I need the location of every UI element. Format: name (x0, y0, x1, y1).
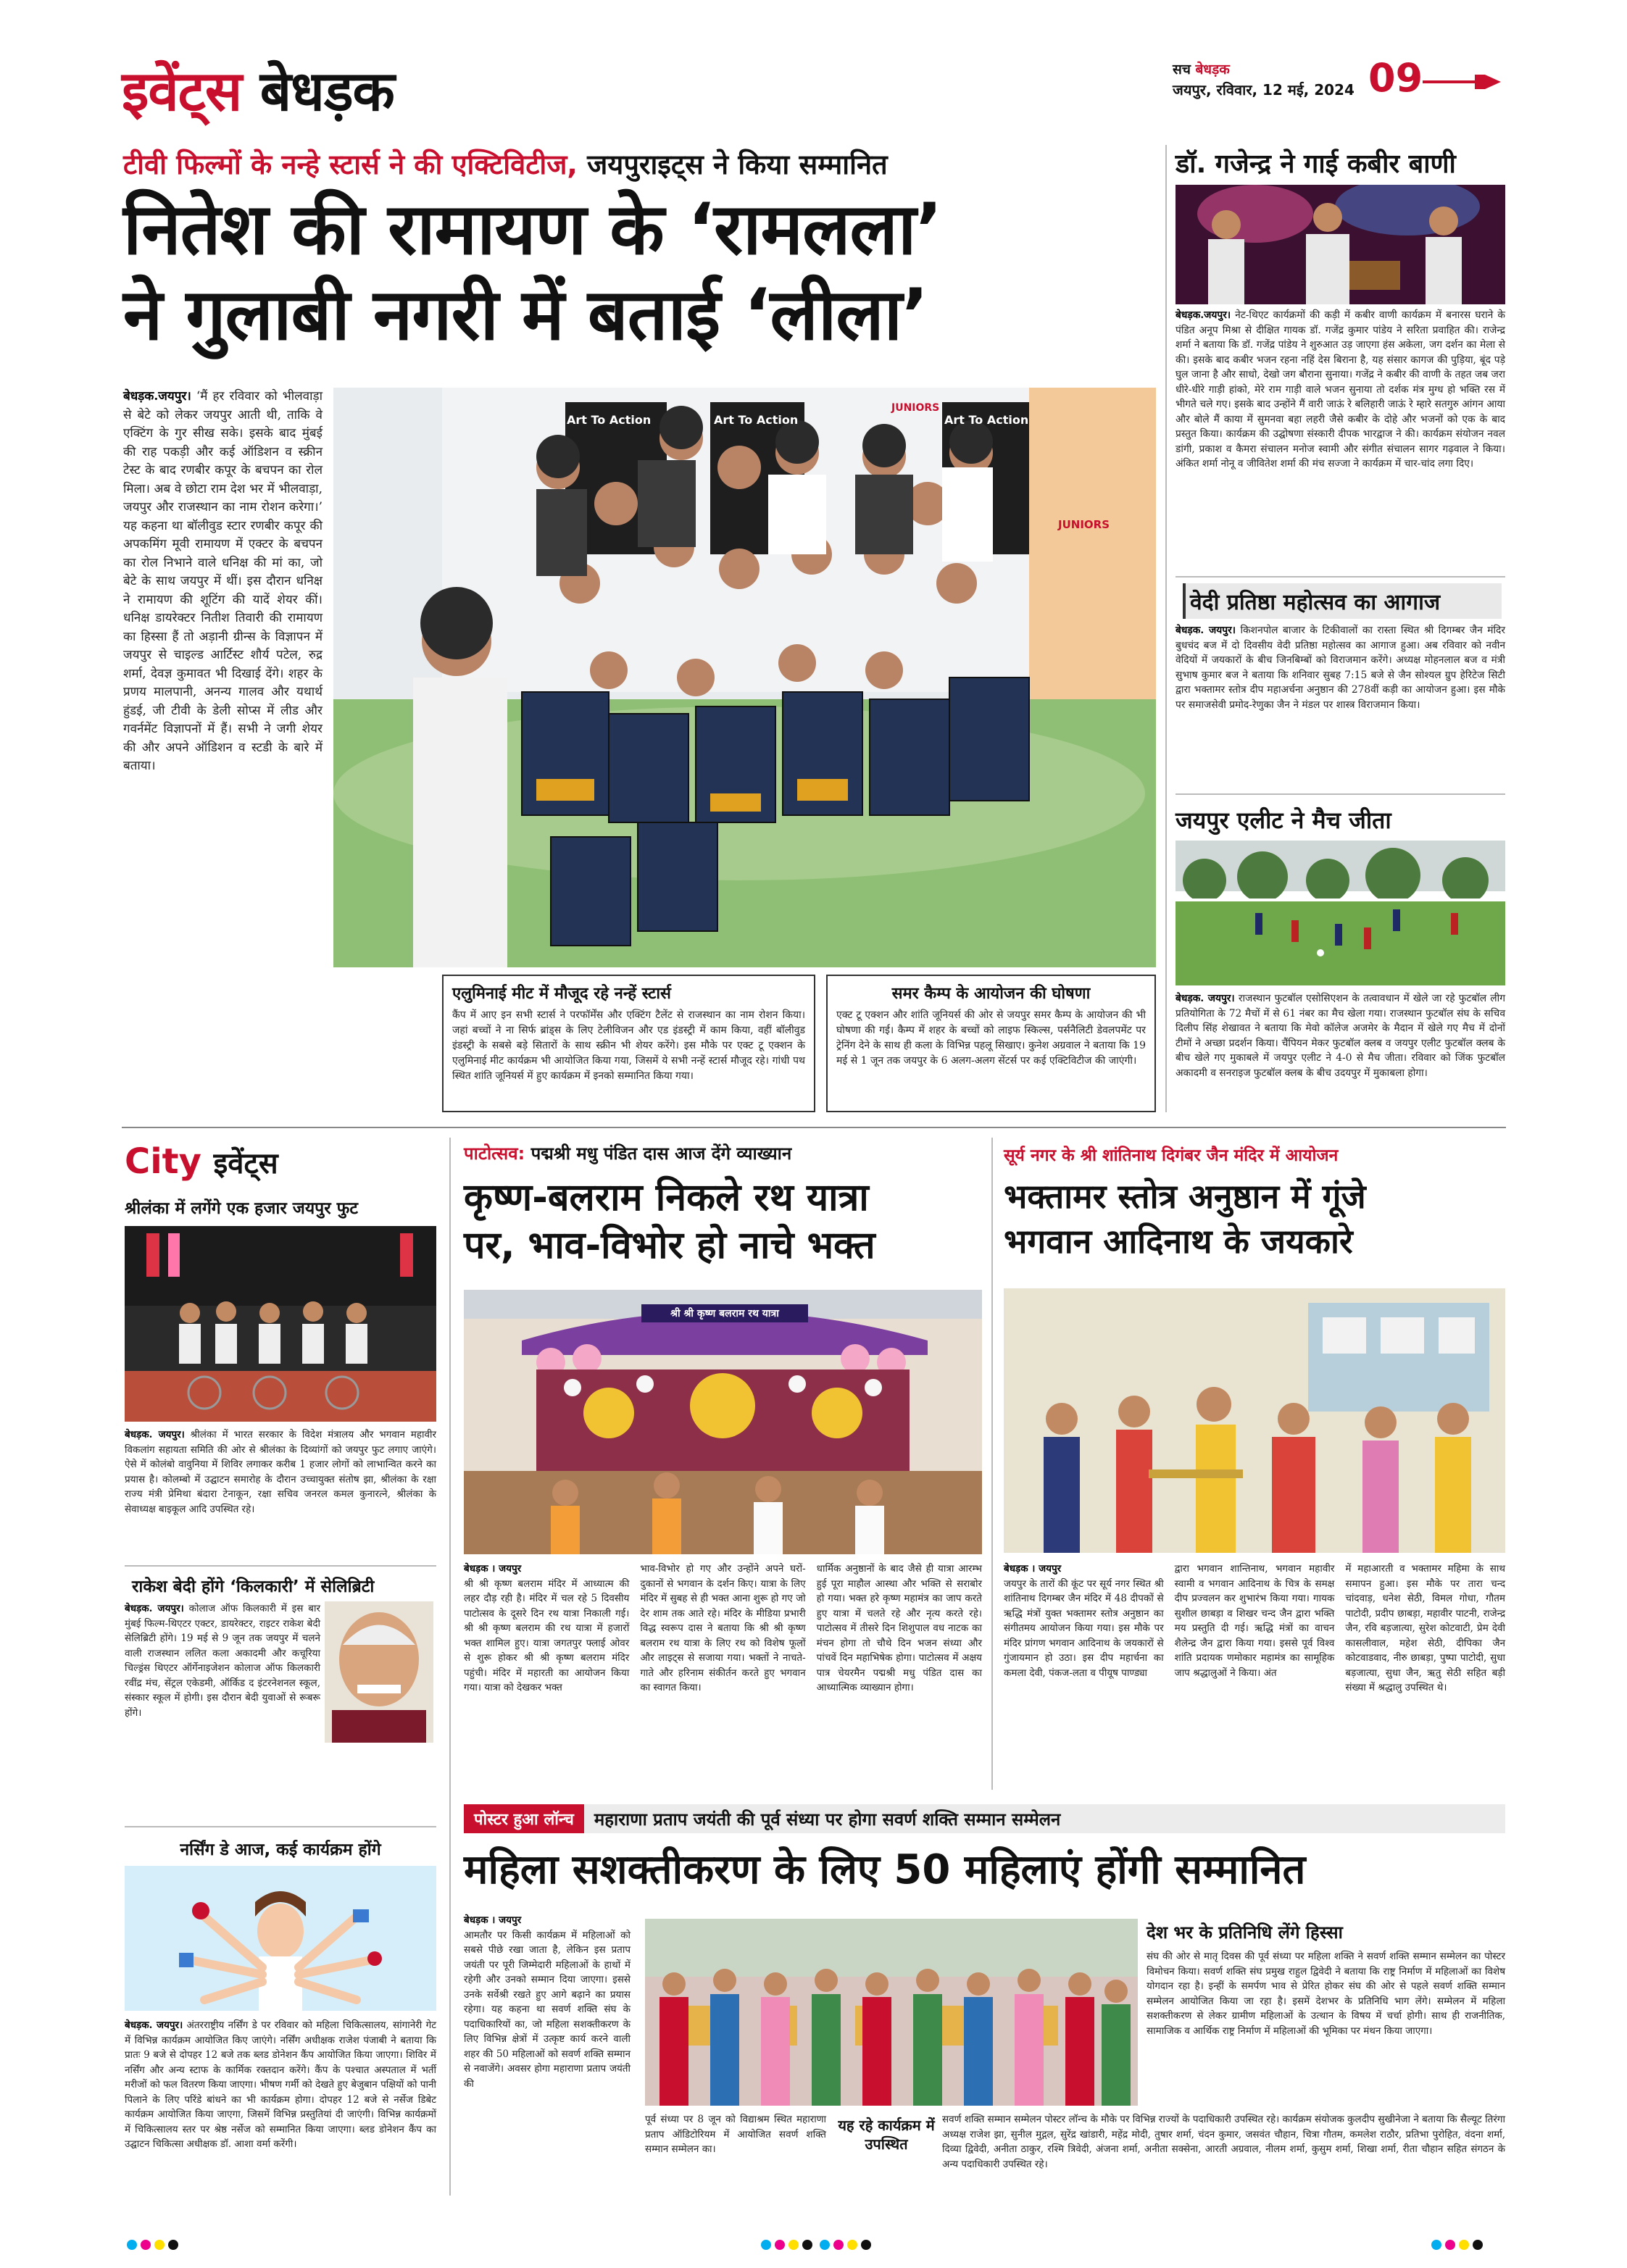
bedi-title: राकेश बेदी होंगे ‘किलकारी’ में सेलिब्रिटी (132, 1577, 375, 1596)
section-rule (125, 1826, 436, 1827)
mahila-headline: महिला सशक्तीकरण के लिए 50 महिलाएं होंगी सम्मानित (464, 1846, 1306, 1893)
lead-body-dateline: बेधड़क.जयपुर। (123, 389, 191, 404)
bhaktamar-kicker: सूर्य नगर के श्री शांतिनाथ दिगंबर जैन मंदिर में आयोजन (1004, 1146, 1339, 1165)
page-number: 09 (1368, 55, 1423, 101)
vedi-title: वेदी प्रतिष्ठा महोत्सव का आगाज (1183, 583, 1502, 619)
bhaktamar-headline (1004, 1174, 1507, 1264)
summer-camp-title: समर कैम्प के आयोजन की घोषणा (891, 985, 1091, 1003)
kabir-text: नेट-थिएट कार्यक्रमों की कड़ी में कबीर वाणी कार्यक्रम में बनारस घराने के पंडित अनूप मिश्रा से दीक्षित गायक डॉ. गजेंद्र कुमार पांडेय ने सरिता प्रवाहित की। राजेन्द्र शर्मा ने बताया कि डॉ. गजेंद्र पांडेय ने शुरुआत उड़ जाएगा हंस अकेला, जग दर्शन का मेला से की। इसके बाद कबीर भजन रहना नहिं देस बिराना है, यह संसार कागज की पुड़िया, बूंद पड़े घुल जाना है और साधो, देखो जग बौराना सुनाया। गजेंद्र ने कबीर की वाणी के तहत जब जरा धीरे-धीरे गाड़ी हांको, मेरे राम गाड़ी वाले भजन सुनाया तो दर्शक मंत्र मुग्ध हो भक्ति रस में भीगते चले गए। इसके बाद उन्होंने मैं वारी जाऊं रे बलिहारी जाऊं रे म्हारे सतगुरु आंगन आया और बोले मैं काया में सुमनवा बहा लहरी जैसे कबीर के दोहे और भजनों को एक के बाद प्रस्तुत किया। कार्यक्रम की उद्घोषणा संस्कारी दीपक भारद्वाज ने की। कार्यक्रम संयोजन नवल डांगी, प्रकाश व कैमरा संचालन मनोज स्वामी और संगीत संचालन सागर गढ़वाल ने किया। अंकित शर्मा नोनू व जीवितेश शर्मा की मंच सज्जा ने कार्यक्रम में चार-चांद लगा दिए। (1175, 309, 1505, 470)
kabir-title: डॉ. गजेन्द्र ने गाई कबीर बाणी (1175, 149, 1456, 179)
mahila-box-body: संघ की ओर से मातृ दिवस की पूर्व संध्या पर महिला शक्ति ने सवर्ण शक्ति सम्मान सम्मेलन का पोस्टर विमोचन किया। सवर्ण शक्ति संघ प्रमुख राहुल द्विवेदी ने बताया कि राष्ट्र निर्माण में महिलाओं का विशेष योगदान रहा है। इन्हीं के समर्पण भाव से प्रेरित होकर संघ की ओर से पहले सवर्ण शक्ति सम्मान सम्मेलन आयोजित किया जा रहा है। इसमें देशभर के प्रतिनिधि भाग लेंगे। सम्मेलन में महिला सशक्तीकरण से लेकर ग्रामीण महिलाओं के उत्थान के विषय में चर्चा होगी। साथ ही राजनीतिक, सामाजिक व आर्थिक राष्ट्र निर्माण में महिलाओं की भूमिका पर मंथन किया जाएगा। (1147, 1951, 1505, 2037)
backdrop-banner-text: JUNIORS (1058, 518, 1110, 531)
srilanka-title: श्रीलंका में लगेंगे एक हजार जयपुर फुट (125, 1199, 358, 1218)
nurse-body (125, 2018, 436, 2152)
rath-col1: श्री श्री कृष्ण बलराम मंदिर में आध्यात्म की लहर दौड़ रही है। मंदिर में चल रहे 5 दिवसीय पाटोत्सव के दूसरे दिन रथ यात्रा निकाली गई। श्री श्री कृष्ण बलराम की रथ यात्रा में हजारों भक्त शामिल हुए। यात्रा जगतपुर फ्लाई ओवर से शुरू होकर श्री श्री कृष्ण बलराम मंदिर पहुंची। मंदिर में महारती का आयोजन किया गया। यात्रा को देखकर भक्त (464, 1577, 630, 1693)
bhaktamar-dateline: बेधड़क । जयपुर (1004, 1563, 1062, 1575)
elite-text: राजस्थान फुटबॉल एसोसिएशन के तत्वावधान में खेले जा रहे फुटबॉल लीग प्रतियोगिता के 72 मैचों में से 61 नंबर का मैच खेला गया। राजस्थान फुटबॉल संघ के सचिव दिलीप सिंह शेखावत ने बताया कि मेवो कॉलेज अजमेर के मैदान में खेले गए मैच में दोनों टीमों ने अच्छा प्रदर्शन किया। चैंपियन मेकर फुटबॉल क्लब व जयपुर एलीट फुटबॉल क्लब के बीच खेले गए मुकाबले में जयपुर एलीट ने 4-0 से मैच जीता। रविवार को जिंक फुटबॉल अकादमी व सनराइज फुटबॉल क्लब के बीच उदयपुर में मुकाबला होगा। (1175, 993, 1506, 1079)
alumni-meet-title: एलुमिनाई मीट में मौजूद रहे नन्हें स्टार्स (452, 985, 671, 1003)
srilanka-text: श्रीलंका में भारत सरकार के विदेश मंत्रालय और भगवान महावीर विकलांग सहायता समिति की ओर से श्रीलंका के दिव्यांगों को जयपुर फुट लगाए जाएंगे। ऐसे में कोलंबो वावुनिया में शिविर लगाकर करीब 1 हजार लोगों को लाभान्वित करने का प्रयास है। कोलम्बो में उद्घाटन समारोह के दौरान उच्चायुक्त संतोष झा, श्रीलंका के रक्षा राज्य मंत्री प्रेमिथा बंदारा टेनाकून, रक्षा सचिव जनरल कमल कुनारत्ने, श्रीलंका के सेवाध्यक्ष बाइकूल आदि उपस्थित रहे। (125, 1429, 437, 1515)
rath-kicker (464, 1141, 986, 1165)
tag-top-red: सच (1173, 62, 1191, 78)
mahila-kicker-bar (464, 1804, 1505, 1833)
lead-photo (333, 388, 1156, 967)
elite-photo (1175, 841, 1505, 985)
nurse-illustration (125, 1866, 436, 2011)
page-divider (122, 1127, 1506, 1128)
backdrop-banner-text: Art To Action (567, 413, 652, 427)
rath-photo (464, 1290, 982, 1554)
bhaktamar-headline-line1: भक्तामर स्तोत्र अनुष्ठान में गूंजे (1004, 1177, 1366, 1216)
masthead (122, 52, 1506, 132)
bhaktamar-col1: जयपुर के तारों की कूंट पर सूर्य नगर स्थित श्री शांतिनाथ दिगम्बर जैन मंदिर में 48 दीपकों से ऋद्धि मंत्रों युक्त भक्तामर स्तोत्र अनुष्ठान का संगीतमय आयोजन किया गया। इस मौके पर मंदिर प्रांगण भगवान आदिनाथ के जयकारों से गुंजायमान हो उठा। इस दीप महार्चना का कमला देवी, पंकज-लता व पीयूष पाण्ड्या (1004, 1577, 1164, 1679)
bedi-dateline: बेधड़क. जयपुर। (125, 1603, 184, 1614)
mahila-photo (645, 1919, 1138, 2106)
column-rule (991, 1138, 993, 1790)
city-brand-red: City (125, 1141, 201, 1182)
masthead-brand-red: इवेंट्स (122, 59, 242, 123)
mahila-under-photo: पूर्व संध्या पर 8 जून को विद्याश्रम स्थित महाराणा प्रताप ऑडिटोरियम में आयोजित सवर्ण शक्ति सम्मान सम्मेलन का। (645, 2114, 826, 2155)
bhaktamar-photo (1004, 1288, 1505, 1553)
rath-col2: भाव-विभोर हो गए और उन्होंने अपने घरों- दुकानों से भगवान के दर्शन किए। यात्रा के लिए मंदिर में सुबह से ही भक्त आना शुरू हो गए जो देर शाम तक आते रहे। मंदिर के मीडिया प्रभारी विद्ध स्वरूप दास ने बताया कि श्री श्री कृष्ण बलराम रथ यात्रा के लिए रथ को विशेष फूलों और लाइट्स से सजाया गया। भक्तों ने नाचते-गाते और हरिनाम संकीर्तन करते हुए भगवान का स्वागत किया। (640, 1563, 806, 1693)
lead-body (123, 388, 323, 776)
mahila-body (464, 1913, 631, 2091)
city-events-brand (125, 1141, 278, 1182)
rakesh-bedi-photo (325, 1601, 433, 1743)
lead-headline-line2: ने गुलाबी नगरी में बताई ‘लीला’ (123, 274, 928, 357)
kabir-dateline: बेधड़क.जयपुर। (1175, 309, 1231, 321)
rath-photo-sign: श्री श्री कृष्ण बलराम रथ यात्रा (641, 1304, 808, 1322)
lead-kicker-red: टीवी फिल्मों के नन्हे स्टार्स ने की एक्टिविटीज, (123, 149, 578, 180)
registration-dots-center (761, 2239, 875, 2253)
backdrop-banner-text: JUNIORS (891, 402, 940, 414)
elite-title: जयपुर एलीट ने मैच जीता (1175, 806, 1391, 834)
srilanka-photo (125, 1226, 436, 1422)
nurse-text: अंतरराष्ट्रीय नर्सिंग डे पर रविवार को महिला चिकित्सालय, सांगानेरी गेट में विभिन्न कार्यक्रम आयोजित किए जाएंगे। नर्सिंग अधीक्षक राजेश पंजाबी ने बताया कि प्रातः 9 बजे से दोपहर 12 बजे तक ब्लड डोनेशन कैंप आयोजित किया जाएगा। शिविर में नर्सिंग और अन्य स्टाफ के कार्मिक रक्तदान करेंगे। कैंप के पश्चात अस्पताल में भर्ती मरीजों को फल वितरण किया जाएगा। भीषण गर्मी को देखते हुए बेजुबान पक्षियों को पानी पिलाने के लिए परिंडे बांधने का भी कार्यक्रम होगा। दोपहर 12 बजे से नर्सेज डिबेट कार्यक्रम आयोजित किया जाएगा, जिसमें विभिन्न प्रस्तुतियां दी जाएंगी। विभिन्न कार्यक्रमों में चिकित्सालय स्तर पर श्रेष्ठ नर्सेज को सम्मानित किया जाएगा। ब्लड डोनेशन कैंप का उद्घाटन चिकित्सा अधीक्षक डॉ. आशा वर्मा करेंगी। (125, 2019, 437, 2150)
bedi-body (125, 1601, 320, 1720)
vedi-dateline: बेधड़क. जयपुर। (1175, 625, 1236, 636)
tag-top-black: बेधड़क (1195, 62, 1230, 78)
lead-body-text: ‘मैं हर रविवार को भीलवाड़ा से बेटे को लेकर जयपुर आती थी, ताकि वे एक्टिंग के गुर सीख सके। इसके बाद मुंबई की राह पकड़ी और कई ऑडिशन व स्क्रीन टेस्ट के बाद रणबीर कपूर के बचपन का रोल मिला। अब वे छोटा राम देश भर में भीलवाड़ा, जयपुर और राजस्थान का नाम रोशन करेगा।’ यह कहना था बॉलीवुड स्टार रणबीर कपूर की अपकमिंग मूवी रामायण में एक्टर के बचपन का रोल निभाने वाले धनिक्ष की मां का, जो बेटे के साथ जयपुर में थीं। इस दौरान धनिक्ष ने रामायण की शूटिंग की यादें शेयर कीं। धनिक्ष डायरेक्टर नितीश तिवारी की रामायण का हिस्सा हैं तो अड़ानी ग्रीन्स के विज्ञापन में जयपुर से चाइल्ड आर्टिस्ट शौर्य पटेल, रुद्र शर्मा, देवज्ञ कुमावत भी दिखाई देंगे। शहर के प्रणय मालपानी, अनन्य गालव और यथार्थ हुंडई, जी टीवी के डेली सोप्स में लीड और गवर्नमेंट विज्ञापनों में हैं। सभी ने जगी शेयर की और अपने ऑडिशन व स्टडी के बारे में बताया। (123, 389, 323, 773)
summer-camp-box (826, 975, 1156, 1112)
rath-kicker-red: पाटोत्सव: (464, 1143, 525, 1164)
lead-kicker-black: जयपुराइट्स ने किया सम्मानित (587, 149, 888, 180)
registration-dots-left (127, 2239, 182, 2253)
rath-body (464, 1562, 982, 1696)
srilanka-dateline: बेधड़क. जयपुर। (125, 1429, 185, 1441)
rath-headline-line1: कृष्ण-बलराम निकले रथ यात्रा (464, 1176, 869, 1220)
section-rule (1175, 793, 1505, 795)
mahila-box-title: देश भर के प्रतिनिधि लेंगे हिस्सा (1147, 1922, 1343, 1943)
pen-nib-icon (1423, 72, 1502, 91)
rath-col3: धार्मिक अनुष्ठानों के बाद जैसे ही यात्रा आरम्भ हुई पूरा माहौल आस्था और भक्ति से सराबोर हो गया। भक्त हरे कृष्ण महामंत्र का जाप करते हुए यात्रा में चलते रहे और नृत्य करते रहे। पाटोत्सव में तीसरे दिन शिशुपाल वध नाटक का मंचन होगा तो चौथे दिन भजन संध्या और पांचवें दिन महाभिषेक होगा। पाटोत्सव में अक्षय पात्र चेयरमैन पद्मश्री मधु पंडित दास का आध्यात्मिक व्याख्यान होगा। (816, 1563, 982, 1693)
elite-body (1175, 991, 1505, 1080)
mahila-col1: आमतौर पर किसी कार्यक्रम में महिलाओं को सबसे पीछे रखा जाता है, लेकिन इस प्रताप जयंती पर पूरी जिम्मेदारी महिलाओं के हाथों में रहेगी और उनको सम्मान दिया जाएगा। इससे उनके सर्वेश्री रखते हुए आगे बढ़ाने का प्रयास रहेगा। यह कहना था सवर्ण शक्ति संघ के पदाधिकारियों का, जो महिला सशक्तीकरण के लिए विभिन्न क्षेत्रों में उत्कृष्ट कार्य करने वाली शहर की 50 महिलाओं को सवर्ण शक्ति सम्मान से नवाजेंगे। अवसर होगा महाराणा प्रताप जयंती की (464, 1929, 631, 2090)
mahila-tag: पोस्टर हुआ लॉन्च (464, 1804, 584, 1833)
city-brand-black: इवेंट्स (213, 1147, 278, 1180)
alumni-meet-box (442, 975, 815, 1112)
bhaktamar-col2: द्वारा भगवान शान्तिनाथ, भगवान महावीर स्वामी व भगवान आदिनाथ के चित्र के समक्ष दीप प्रज्वलन कर शुभारंभ किया गया। गायक सुशील छाबड़ा व शिखर चन्द जैन द्वारा भक्ति मय प्रस्तुति दी गई। ऋद्धि मंत्रों का वाचन शैलेन्द्र जैन द्वारा किया गया। इससे पूर्व विश्व शांति प्रदायक णमोकार महामंत्र का सामूहिक जाप श्रद्धालुओं ने किया। अंत (1174, 1563, 1335, 1679)
section-rule (125, 1565, 436, 1567)
bhaktamar-headline-line2: भगवान आदिनाथ के जयकारे (1004, 1222, 1353, 1261)
nurse-dateline: बेधड़क. जयपुर। (125, 2019, 183, 2031)
backdrop-banner-text: Art To Action (944, 413, 1029, 427)
mahila-kicker: महाराणा प्रताप जयंती की पूर्व संध्या पर होगा सवर्ण शक्ति सम्मान सम्मेलन (594, 1809, 1061, 1830)
rath-headline (464, 1174, 986, 1270)
kabir-body (1175, 308, 1505, 472)
masthead-brand-black: बेधड़क (259, 59, 394, 123)
bedi-text: कोलाज ऑफ किलकारी में इस बार मुंबई फिल्म-थिएटर एक्टर, डायरेक्टर, राइटर राकेश बेदी सेलिब्रिटी होंगे। 19 मई से 9 जून तक जयपुर में चलने वाली राजस्थान ललित कला अकादमी और कचूरिया चिल्ड्रंस थिएटर ऑर्गेनाइजेशन कोलाज ऑफ किलकारी रवींद्र मंच, सेंट्रल एकेडमी, ऑर्किड द इंटरनेशनल स्कूल, संस्कार स्कूल में होगी। इस दौरान बेदी युवाओं से रूबरू होंगे। (125, 1603, 321, 1719)
column-rule (1165, 145, 1167, 1112)
present-label: यह रहे कार्यक्रम में उपस्थित (838, 2117, 935, 2153)
rath-headline-line2: पर, भाव-विभोर हो नाचे भक्त (464, 1224, 875, 1267)
registration-dots-right (1431, 2239, 1486, 2253)
nurse-title: नर्सिंग डे आज, कई कार्यक्रम होंगे (180, 1840, 381, 1859)
dateline: जयपुर, रविवार, 12 मई, 2024 (1173, 81, 1355, 99)
lead-headline-line1: नितेश की रामायण के ‘रामलला’ (123, 188, 942, 271)
mahila-dateline: बेधड़क । जयपुर (464, 1914, 522, 1926)
bhaktamar-body (1004, 1562, 1505, 1696)
column-rule (449, 1138, 451, 2196)
summer-camp-body: एक्ट टू एक्शन और शांति जूनियर्स की ओर से जयपुर समर कैम्प के आयोजन की भी घोषणा की गई। कैम्प में शहर के बच्चों को लाइफ स्किल्स, पर्सनैलिटी डेवलपमेंट पर ट्रेनिंग देने के साथ ही कला के विभिन्न पहलू सिखाए। कुनेश अग्रवाल ने बताया कि 19 मई से 1 जून तक जयपुर के 6 अलग-अलग सेंटर्स पर कई एक्टिविटीज की जाएंगी। (836, 1009, 1146, 1067)
rath-kicker-black: पद्मश्री मधु पंडित दास आज देंगे व्याख्यान (530, 1143, 792, 1164)
srilanka-body (125, 1427, 436, 1517)
vedi-body (1175, 623, 1505, 712)
vedi-text: किशनपोल बाजार के टिकीवालों का रास्ता स्थित श्री दिगम्बर जैन मंदिर बुधचंद बज में दो दिवसीय वेदी प्रतिष्ठा महोत्सव का आगाज हुआ। अब रविवार को नवीन वेदियों में जयकारों के बीच जिनबिम्बों को विराजमान करेंगे। अध्यक्ष मोहनलाल बज व मंत्री सुभाष कुमार बज ने बताया कि शनिवार सुबह 7:15 बजे से जैन सोश्यल ग्रुप हेरिटेज सिटी द्वारा भक्तामर स्तोत्र दीप महाअर्चना अनुष्ठान की 278वीं कड़ी का आयोजन हुआ। इस मौके पर समाजसेवी प्रमोद-रेणुका जैन ने मंडल पर शास्त्र विराजमान किया। (1175, 625, 1506, 711)
kabir-photo (1175, 185, 1505, 304)
section-rule (1175, 576, 1505, 578)
bhaktamar-col3: में महाआरती व भक्तामर महिमा के साथ समापन हुआ। इस मौके पर तारा चन्द चांदवाड़, धनेश सेठी, विमल गोधा, गौतम पाटोदी, प्रदीप छाबड़ा, महावीर पाटनी, राजेन्द्र जैन, रवि बड़जात्या, सुरेश कोटवाटी, प्रेम देवी कासलीवाल, महेश सेठी, दीपिका जैन कोटवाडवाद, नीरु छाबड़ा, पुष्पा पाटोदी, सुधा बड़जात्या, सुधा जैन, ऋतु सेठी सहित बड़ी संख्या में श्रद्धालु उपस्थित थे। (1345, 1563, 1506, 1693)
present-body: सवर्ण शक्ति सम्मान सम्मेलन पोस्टर लॉन्च के मौके पर विभिन्न राज्यों के पदाधिकारी उपस्थित रहे। कार्यक्रम संयोजक कुलदीप सुखीनेजा ने बताया कि सैल्यूट तिरंगा अध्यक्ष राजेश झा, सुनील मुद्गल, सुरेंद्र खांडारी, महेंद्र मोदी, तुषार शर्मा, चंदन कुमार, जसवंत चौहान, चित्रा गौतम, कमलेश राठौर, प्रतिभा पुरोहित, वंदना शर्मा, दिव्या द्विवेदी, अनीता ठाकुर, रश्मि त्रिवेदी, अंजना शर्मा, अनीता सक्सेना, आरती अग्रवाल, नीलम शर्मा, कुसुम शर्मा, शिखा शर्मा, रीता चौहान सहित संगठन के अन्य पदाधिकारी उपस्थित रहे। (942, 2114, 1505, 2170)
lead-headline (123, 187, 1152, 358)
rath-dateline: बेधड़क । जयपुर (464, 1563, 522, 1575)
backdrop-banner-text: Art To Action (714, 413, 799, 427)
lead-kicker (123, 145, 1152, 183)
alumni-meet-body: कैंप में आए इन सभी स्टार्स ने परफॉर्मेंस और एक्टिंग टैलेंट से राजस्थान का नाम रोशन किया। जहां बच्चों ने ना सिर्फ ब्रांड्स के लिए टेलीविजन और एड इंडस्ट्री में काम किया, वहीं बॉलीवुड इंडस्ट्री के सबसे बड़े सितारों के साथ स्क्रीन भी शेयर करेंगे। इस मौके पर एक्ट टू एक्शन के एलुमिनाई मीट कार्यक्रम भी आयोजित किया गया, जिसमें ये सभी नन्हें स्टार्स मौजूद रहे। गांधी पथ स्थित शांति जूनियर्स में हुए कार्यक्रम में इनको सम्मानित किया गया। (452, 1009, 805, 1082)
elite-dateline: बेधड़क. जयपुर। (1175, 993, 1235, 1004)
